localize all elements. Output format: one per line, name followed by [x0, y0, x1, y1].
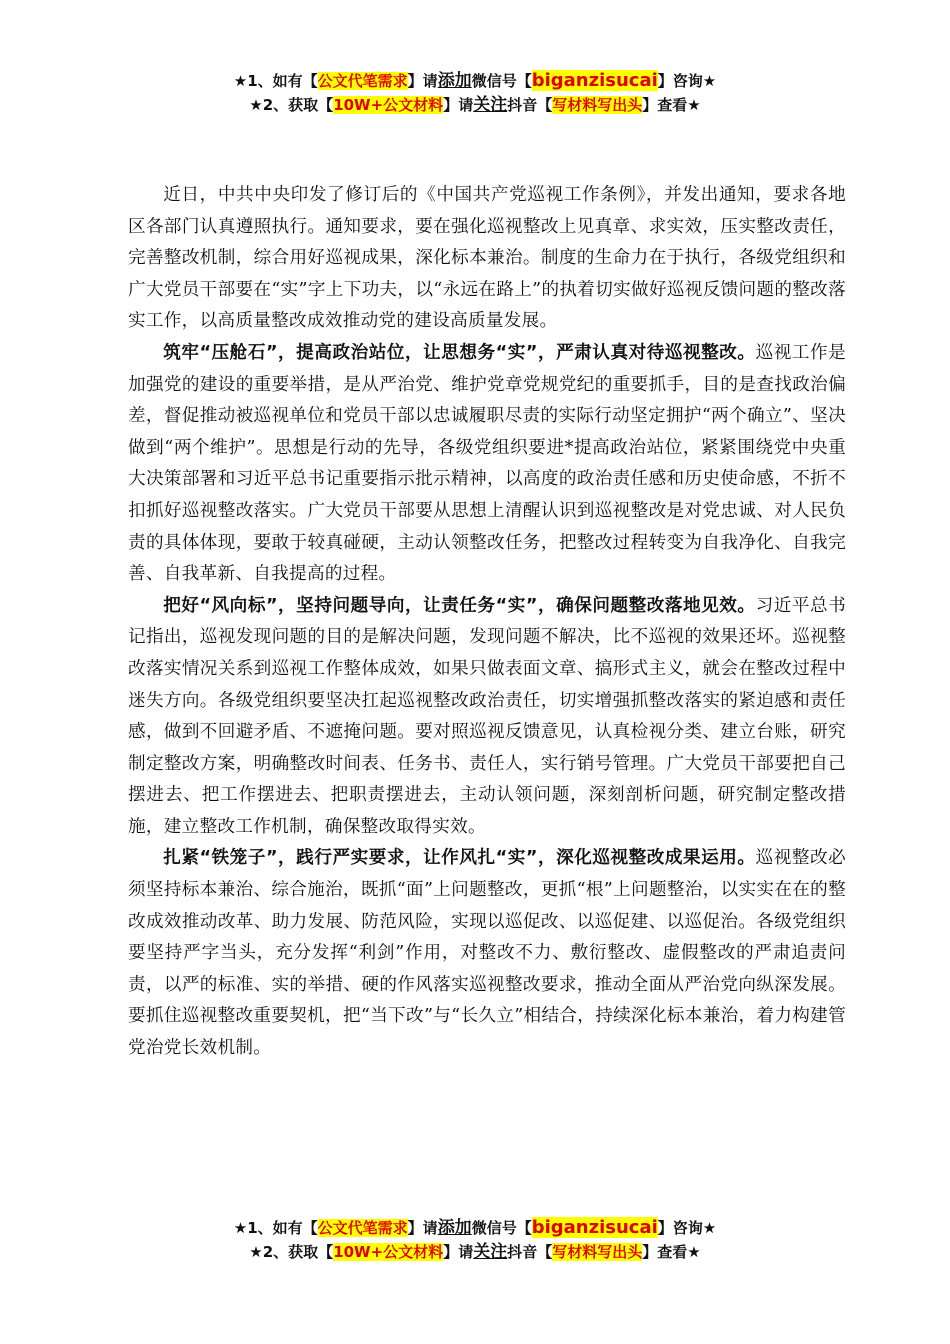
paragraph-section-3 — [128, 843, 846, 1064]
banner-text: 】请 — [407, 1219, 438, 1237]
banner-line-2 — [0, 93, 950, 117]
banner-text: 】请 — [443, 96, 474, 114]
paragraph-section-1 — [128, 338, 846, 591]
banner-text: 】查看★ — [642, 1243, 701, 1261]
highlight-service: 公文代笔需求 — [317, 1219, 408, 1237]
article-body — [128, 180, 846, 1065]
emphasis-add: 添加 — [437, 1218, 472, 1238]
banner-text: 】请 — [407, 72, 438, 90]
banner-line-1 — [0, 69, 950, 93]
banner-text: 微信号【 — [471, 1219, 532, 1237]
header-ad-banner — [0, 69, 950, 117]
section-3-heading: 扎紧“铁笼子”，践行严实要求，让作风扎“实”，深化巡视整改成果运用。 — [163, 848, 756, 869]
paragraph-section-2 — [128, 591, 846, 844]
paragraph-intro: 近日，中共中央印发了修订后的《中国共产党巡视工作条例》，并发出通知，要求各地区各部门认真遵照执行。通知要求，要在强化巡视整改上见真章、求实效，压实整改责任，完善整改机制，综合用好巡视成果，深化标本兼治。制度的生命力在于执行，各级党组织和广大党员干部要在“实”字上下功夫，以“永远在路上”的执着切实做好巡视反馈问题的整改落实工作，以高质量整改成效推动党的建设高质量发展。 — [128, 185, 846, 332]
highlight-materials: 10W+公文材料 — [333, 1243, 444, 1261]
section-2-heading: 把好“风向标”，坚持问题导向，让责任务“实”，确保问题整改落地见效。 — [163, 595, 756, 616]
banner-text: 抖音【 — [507, 1243, 553, 1261]
section-3-text: 巡视整改必须坚持标本兼治、综合施治，既抓“面”上问题整改，更抓“根”上问题整治，以实实在在的整改成效推动改革、助力发展、防范风险，实现以巡促改、以巡促建、以巡促治。各级党组织要坚持严字当头，充分发挥“利剑”作用，对整改不力、敷衍整改、虚假整改的严肃追责问责，以严的标准、实的举措、硬的作风落实巡视整改要求，推动全面从严治党向纵深发展。要抓住巡视整改重要契机，把“当下改”与“长久立”相结合，持续深化标本兼治，着力构建管党治党长效机制。 — [128, 848, 846, 1059]
highlight-douyin-account: 写材料写出头 — [552, 96, 643, 114]
banner-line-1 — [0, 1216, 950, 1240]
banner-text: 微信号【 — [471, 72, 532, 90]
section-1-heading: 筑牢“压舱石”，提高政治站位，让思想务“实”，严肃认真对待巡视整改。 — [163, 342, 756, 363]
banner-text: ★2、获取【 — [249, 96, 334, 114]
highlight-service: 公文代笔需求 — [317, 72, 408, 90]
highlight-materials: 10W+公文材料 — [333, 96, 444, 114]
emphasis-follow: 关注 — [473, 95, 508, 115]
footer-ad-banner — [0, 1216, 950, 1264]
highlight-douyin-account: 写材料写出头 — [552, 1243, 643, 1261]
banner-text: 】咨询★ — [657, 1219, 717, 1237]
section-2-text: 习近平总书记指出，巡视发现问题的目的是解决问题，发现问题不解决，比不巡视的效果还坏。巡视整改落实情况关系到巡视工作整体成效，如果只做表面文章、搞形式主义，就会在整改过程中迷失方向。各级党组织要坚决扛起巡视整改政治责任，切实增强抓整改落实的紧迫感和责任感，做到不回避矛盾、不遮掩问题。要对照巡视反馈意见，认真检视分类、建立台账，研究制定整改方案，明确整改时间表、任务书、责任人，实行销号管理。广大党员干部要把自己摆进去、把工作摆进去、把职责摆进去，主动认领问题，深刻剖析问题，研究制定整改措施，建立整改工作机制，确保整改取得实效。 — [128, 595, 846, 837]
banner-text: ★1、如有【 — [233, 72, 318, 90]
emphasis-add: 添加 — [437, 71, 472, 91]
banner-text: ★1、如有【 — [233, 1219, 318, 1237]
banner-text: 】请 — [443, 1243, 474, 1261]
banner-text: ★2、获取【 — [249, 1243, 334, 1261]
banner-text: 抖音【 — [507, 96, 553, 114]
section-1-text: 巡视工作是加强党的建设的重要举措，是从严治党、维护党章党规党纪的重要抓手，目的是查找政治偏差，督促推动被巡视单位和党员干部以忠诚履职尽责的实际行动坚定拥护“两个确立”、坚决做到“两个维护”。思想是行动的先导，各级党组织要进*提高政治站位，紧紧围绕党中央重大决策部署和习近平总书记重要指示批示精神，以高度的政治责任感和历史使命感，不折不扣抓好巡视整改落实。广大党员干部要从思想上清醒认识到巡视整改是对党忠诚、对人民负责的具体体现，要敢于较真碰硬，主动认领整改任务，把整改过程转变为自我净化、自我完善、自我革新、自我提高的过程。 — [128, 342, 846, 585]
banner-line-2 — [0, 1240, 950, 1264]
banner-text: 】查看★ — [642, 96, 701, 114]
highlight-wechat-id: biganzisucai — [531, 70, 658, 91]
banner-text: 】咨询★ — [657, 72, 717, 90]
emphasis-follow: 关注 — [473, 1242, 508, 1262]
highlight-wechat-id: biganzisucai — [531, 1217, 658, 1238]
